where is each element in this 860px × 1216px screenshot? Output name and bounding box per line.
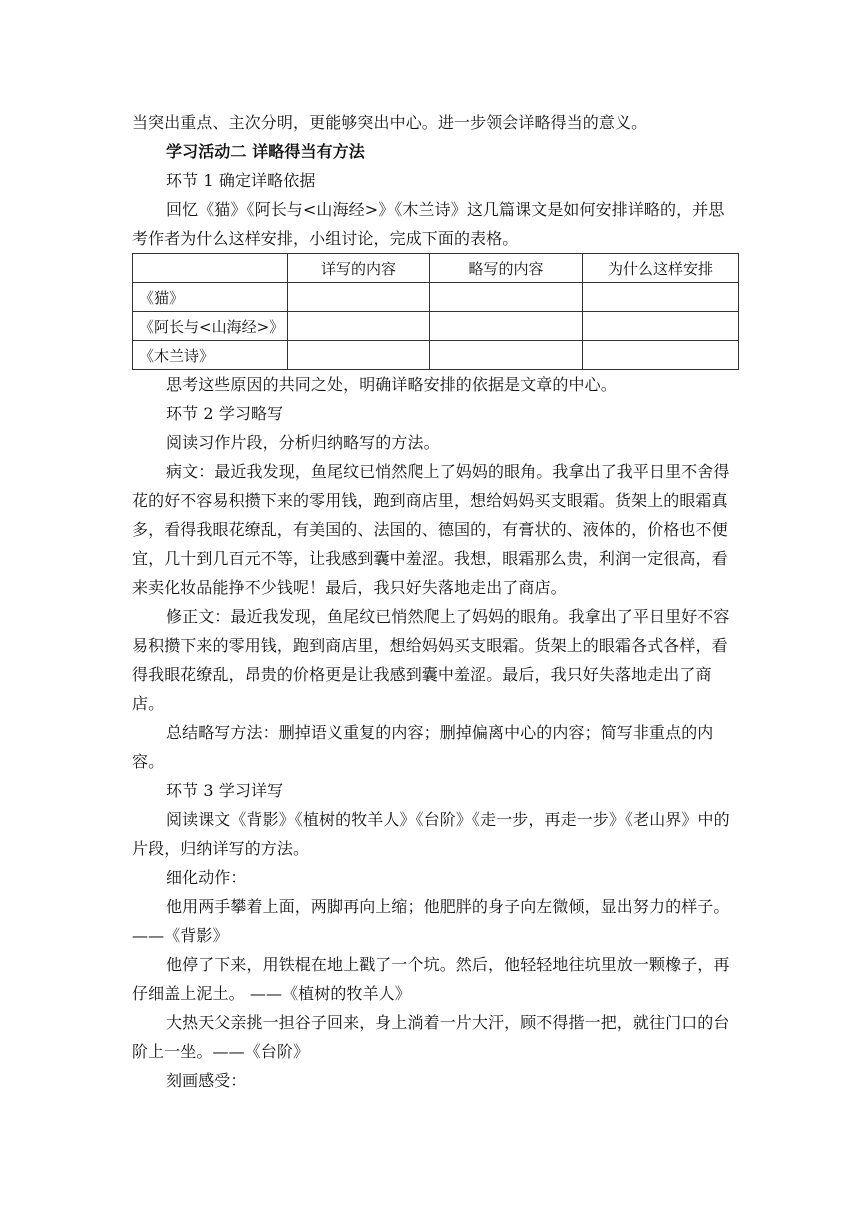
table-row-label: 《猫》 <box>133 283 288 312</box>
document-page <box>132 108 738 1095</box>
table-header-cell: 略写的内容 <box>430 254 583 283</box>
detail-table <box>132 253 739 370</box>
table-header-row <box>133 254 739 283</box>
quote-taijie: 大热天父亲挑一担谷子回来，身上淌着一片大汗，顾不得揩一把，就往门口的台阶上一坐。——《台阶》 <box>132 1013 730 1061</box>
subheading-action: 细化动作： <box>166 868 247 887</box>
table-row-label: 《阿长与<山海经>》 <box>133 312 288 341</box>
table-cell <box>288 283 430 312</box>
table-row-label: 《木兰诗》 <box>133 341 288 370</box>
step-heading-3: 环节 3 学习详写 <box>166 781 284 800</box>
table-cell <box>583 312 739 341</box>
table-header-cell: 详写的内容 <box>288 254 430 283</box>
table-cell <box>583 341 739 370</box>
step-heading-2: 环节 2 学习略写 <box>166 404 284 423</box>
table-header-cell: 为什么这样安排 <box>583 254 739 283</box>
paragraph-revised-text: 修正文：最近我发现，鱼尾纹已悄然爬上了妈妈的眼角。我拿出了平日里好不容易积攒下来的零用钱，跑到商店里，想给妈妈买支眼霜。货架上的眼霜各式各样，看得我眼花缭乱，昂贵的价格更是让我感到囊中羞涩。最后，我只好失落地走出了商店。 <box>132 607 730 713</box>
subheading-feeling: 刻画感受： <box>166 1071 247 1090</box>
table-cell <box>430 312 583 341</box>
table-cell <box>430 341 583 370</box>
step-heading-1: 环节 1 确定详略依据 <box>166 171 316 190</box>
paragraph-flawed-text: 病文：最近我发现，鱼尾纹已悄然爬上了妈妈的眼角。我拿出了我平日里不舍得花的好不容易积攒下来的零用钱，跑到商店里，想给妈妈买支眼霜。货架上的眼霜真多，看得我眼花缭乱，有美国的、法国的、德国的，有膏状的、液体的，价格也不便宜，几十到几百元不等，让我感到囊中羞涩。我想，眼霜那么贵，利润一定很高，看来卖化妆品能挣不少钱呢！最后，我只好失落地走出了商店。 <box>132 462 730 597</box>
table-cell <box>288 341 430 370</box>
table-header-cell <box>133 254 288 283</box>
paragraph-read-texts: 阅读课文《背影》《植树的牧羊人》《台阶》《走一步，再走一步》《老山界》中的片段，归纳详写的方法。 <box>132 810 730 858</box>
quote-shepherd: 他停了下来，用铁棍在地上戳了一个坑。然后，他轻轻地往坑里放一颗橡子，再仔细盖上泥土。 ——《植树的牧羊人》 <box>132 955 730 1003</box>
activity-heading: 学习活动二 详略得当有方法 <box>166 142 365 161</box>
table-cell <box>288 312 430 341</box>
quote-beiying: 他用两手攀着上面，两脚再向上缩；他肥胖的身子向左微倾，显出努力的样子。——《背影》 <box>132 897 730 945</box>
table-row <box>133 341 739 370</box>
paragraph-summary: 总结略写方法：删掉语义重复的内容；删掉偏离中心的内容；简写非重点的内容。 <box>132 723 714 771</box>
paragraph-recall: 回忆《猫》《阿长与<山海经>》《木兰诗》这几篇课文是如何安排详略的，并思考作者为什么这样安排，小组讨论，完成下面的表格。 <box>132 200 725 248</box>
paragraph-reason: 思考这些原因的共同之处，明确详略安排的依据是文章的中心。 <box>166 375 617 394</box>
table-row <box>133 312 739 341</box>
table-cell <box>583 283 739 312</box>
paragraph-read-sample: 阅读习作片段，分析归纳略写的方法。 <box>166 433 440 452</box>
table-row <box>133 283 739 312</box>
table-cell <box>430 283 583 312</box>
paragraph-intro-end: 当突出重点、主次分明，更能够突出中心。进一步领会详略得当的意义。 <box>132 113 648 132</box>
